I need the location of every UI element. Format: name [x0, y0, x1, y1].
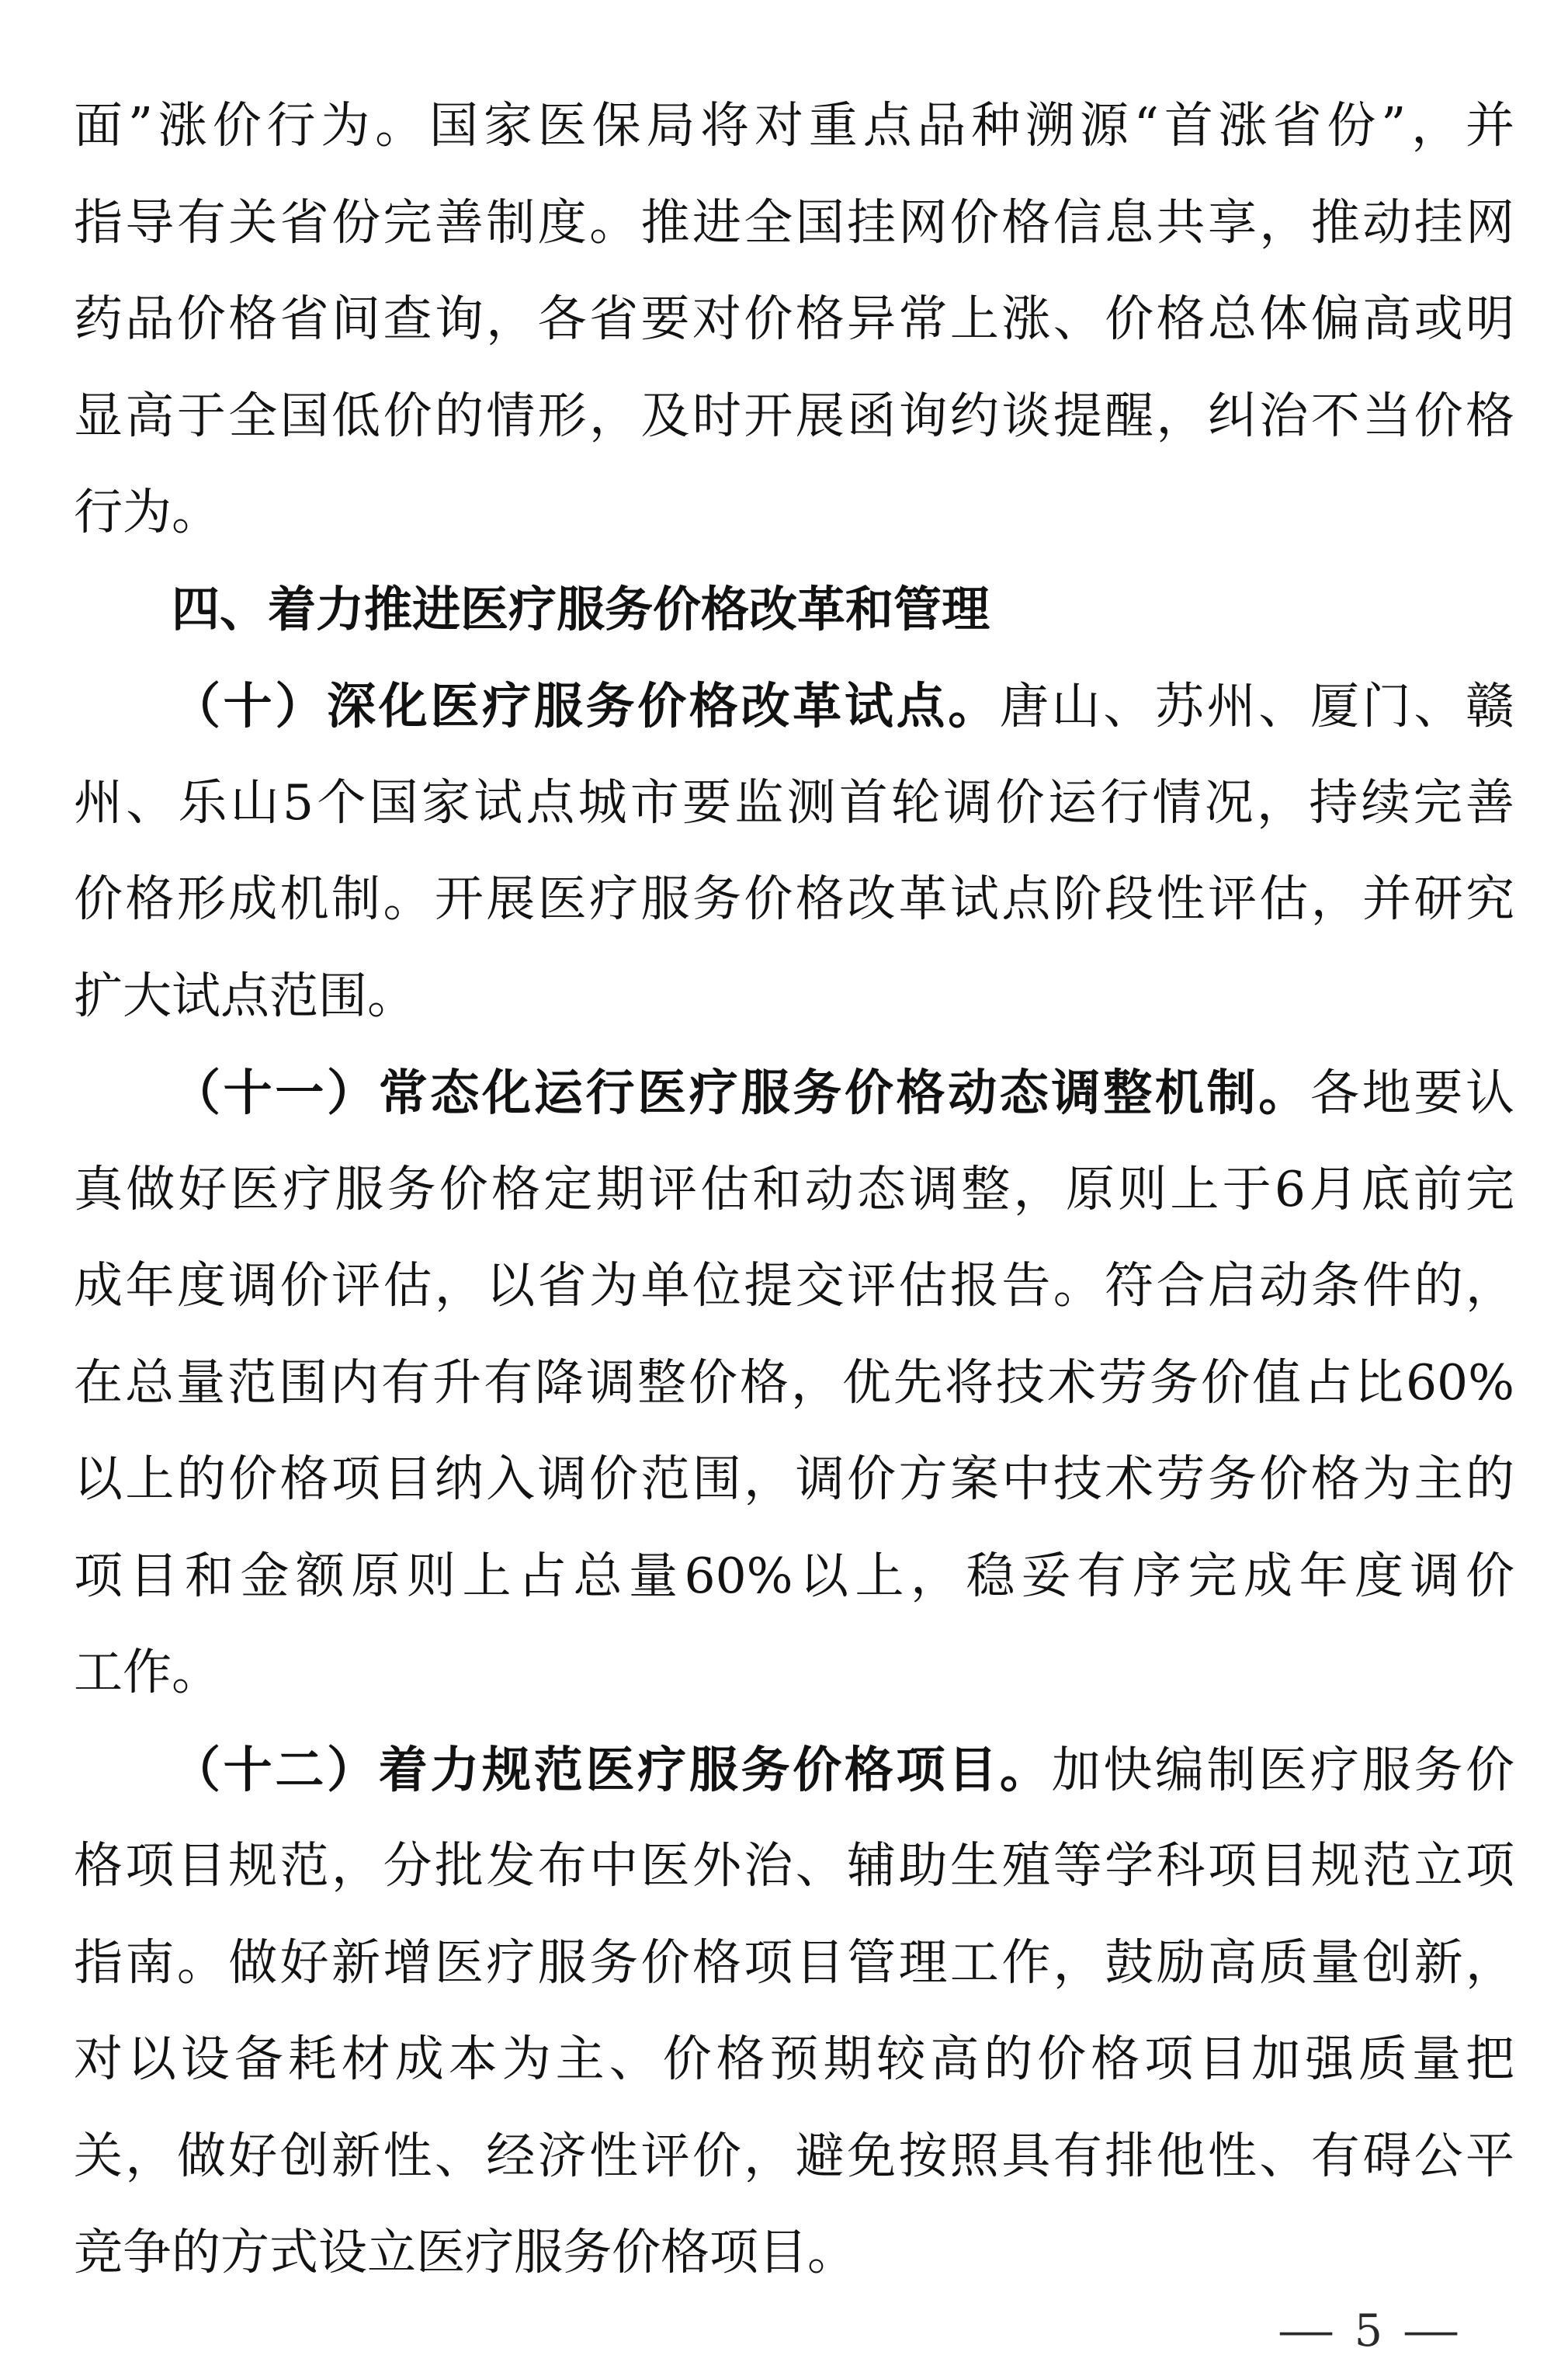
line-text: 各地要认: [1310, 1065, 1515, 1121]
text-line: [74, 1238, 1514, 1335]
page-number: [1277, 2300, 1460, 2362]
line-text: 指导有关省份完善制度。推进全国挂网价格信息共享，推动挂网: [74, 193, 1514, 251]
line-text: 对以设备耗材成本为主、价格预期较高的价格项目加强质量把: [74, 2030, 1514, 2087]
line-text: 州、乐山5个国家试点城市要监测首轮调价运行情况，持续完善: [74, 773, 1514, 831]
text-line: [74, 948, 1514, 1045]
text-line: [74, 658, 1514, 755]
line-text: 药品价格省间查询，各省要对价格异常上涨、价格总体偏高或明: [74, 290, 1514, 347]
text-line: [74, 1624, 1514, 1721]
text-line: [74, 1044, 1514, 1141]
footer-page-number: 5: [1354, 2305, 1382, 2357]
text-line: [74, 1335, 1514, 1432]
text-line: [74, 78, 1514, 175]
line-text: 行为。: [74, 484, 220, 540]
text-line: [74, 2108, 1514, 2205]
text-line: [74, 1818, 1514, 1915]
line-text: 显高于全国低价的情形，及时开展函询约谈提醒，纠治不当价格: [74, 387, 1514, 444]
line-text: 加快编制医疗服务价: [1051, 1741, 1515, 1798]
text-line: [74, 851, 1514, 948]
section-heading-text: 四、着力推进医疗服务价格改革和管理: [172, 580, 990, 637]
text-line: [74, 175, 1514, 272]
paragraph-lead-text: （十）深化医疗服务价格改革试点。: [172, 677, 1000, 735]
line-text: 真做好医疗服务价格定期评估和动态调整，原则上于6月底前完: [74, 1160, 1514, 1218]
line-text: 扩大试点范围。: [74, 967, 416, 1024]
text-line: [74, 1431, 1514, 1528]
text-line: [74, 1528, 1514, 1625]
text-line: [74, 271, 1514, 368]
text-line: [74, 1915, 1514, 2012]
line-text: 指南。做好新增医疗服务价格项目管理工作，鼓励高质量创新，: [74, 1933, 1514, 1991]
text-column: [74, 78, 1514, 2301]
text-line: [74, 1721, 1514, 1818]
line-text: 格项目规范，分批发布中医外治、辅助生殖等学科项目规范立项: [74, 1837, 1514, 1894]
line-text: 价格形成机制。开展医疗服务价格改革试点阶段性评估，并研究: [74, 870, 1514, 927]
text-line: [74, 2011, 1514, 2108]
section-heading: [74, 561, 1514, 658]
line-text: 关，做好创新性、经济性评价，避免按照具有排他性、有碍公平: [74, 2127, 1514, 2184]
line-text: 竞争的方式设立医疗服务价格项目。: [74, 2224, 856, 2280]
text-line: [74, 2204, 1514, 2301]
line-text: 面”涨价行为。国家医保局将对重点品种溯源“首涨省份”，并: [74, 97, 1514, 154]
text-line: [74, 1141, 1514, 1238]
line-text: 以上的价格项目纳入调价范围，调价方案中技术劳务价格为主的: [74, 1450, 1514, 1507]
paragraph-lead-text: （十一）常态化运行医疗服务价格动态调整机制。: [172, 1064, 1310, 1121]
text-line: [74, 464, 1514, 561]
line-text: 唐山、苏州、厦门、赣: [999, 678, 1515, 735]
line-text: 成年度调价评估，以省为单位提交评估报告。符合启动条件的，: [74, 1257, 1514, 1314]
line-text: 工作。: [74, 1644, 220, 1700]
footer-dash-right: —: [1402, 2305, 1460, 2357]
text-line: [74, 368, 1514, 465]
line-text: 在总量范围内有升有降调整价格，优先将技术劳务价值占比60%: [74, 1353, 1514, 1411]
paragraph-lead-text: （十二）着力规范医疗服务价格项目。: [172, 1740, 1052, 1798]
text-line: [74, 755, 1514, 852]
footer-dash-left: —: [1277, 2305, 1335, 2357]
line-text: 项目和金额原则上占总量60%以上，稳妥有序完成年度调价: [74, 1547, 1514, 1604]
